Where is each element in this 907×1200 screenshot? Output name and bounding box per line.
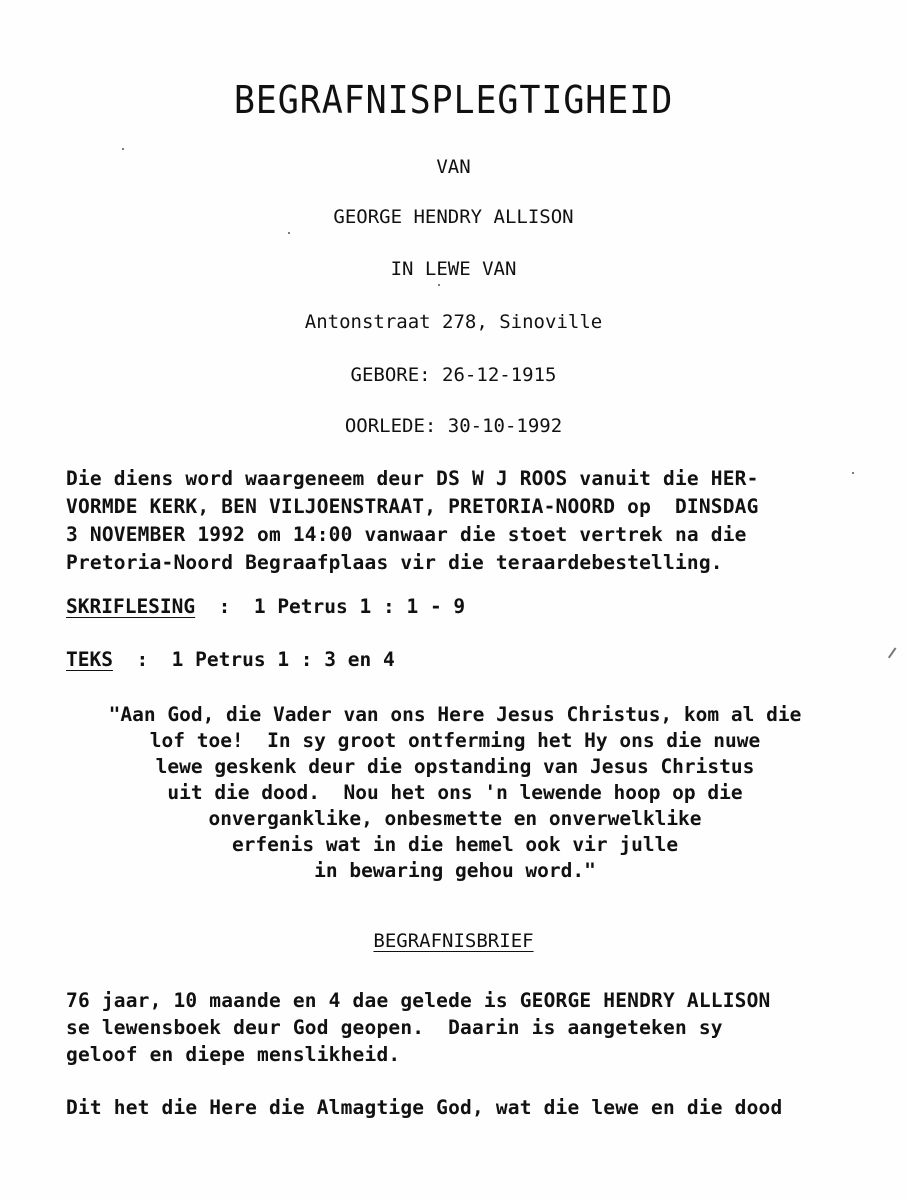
text-label: TEKS [66,648,113,671]
service-line: 3 NOVEMBER 1992 om 14:00 vanwaar die stoet vertrek na die [66,523,747,546]
letter-line: se lewensboek deur God geopen. Daarin is aangeteken sy [66,1016,723,1039]
scan-speck [438,284,440,286]
service-line: Pretoria-Noord Begraafplaas vir die teraardebestelling. [66,551,723,574]
quote-line: onverganklike, onbesmette en onverwelklike [208,807,702,830]
quote-line: lof toe! In sy groot ontferming het Hy ons die nuwe [149,729,761,752]
scan-speck [122,148,124,150]
scripture-reading-line [66,595,465,618]
scan-speck [852,472,854,474]
closing-line: Dit het die Here die Almagtige God, wat die lewe en die dood [66,1096,783,1119]
letter-line: geloof en diepe menslikheid. [66,1043,401,1066]
address-line: Antonstraat 278, Sinoville [304,311,603,333]
deceased-name: GEORGE HENDRY ALLISON [333,206,574,228]
quote-line: lewe geskenk deur die opstanding van Jesus Christus [155,755,755,778]
letter-line: 76 jaar, 10 maande en 4 dae gelede is GEORGE HENDRY ALLISON [66,989,771,1012]
scripture-reading-label: SKRIFLESING [66,595,196,618]
scan-mark [888,647,896,658]
document-title: BEGRAFNISPLEGTIGHEID [233,78,674,122]
section-heading [0,930,907,952]
service-line: Die diens word waargeneem deur DS W J ROOS vanuit die HER- [66,467,759,490]
quote-line: in bewaring gehou word." [314,859,596,882]
funeral-letter-heading: BEGRAFNISBRIEF [373,930,534,952]
service-line: VORMDE KERK, BEN VILJOENSTRAAT, PRETORIA-NOORD op DINSDAG [66,495,759,518]
text-value: : 1 Petrus 1 : 3 en 4 [112,648,395,671]
death-date-line: OORLEDE: 30-10-1992 [344,415,563,437]
quote-line: uit die dood. Nou het ons 'n lewende hoop op die [167,781,743,804]
birth-date-line: GEBORE: 26-12-1915 [350,364,557,386]
van-line: VAN [436,156,471,178]
quote-line: erfenis wat in die hemel ook vir julle [231,833,679,856]
in-lewe-van-line: IN LEWE VAN [390,258,517,280]
scan-speck [288,232,290,234]
text-line [66,648,395,671]
quote-line: "Aan God, die Vader van ons Here Jesus Christus, kom al die [108,703,802,726]
scripture-reading-value: : 1 Petrus 1 : 1 - 9 [195,595,466,618]
